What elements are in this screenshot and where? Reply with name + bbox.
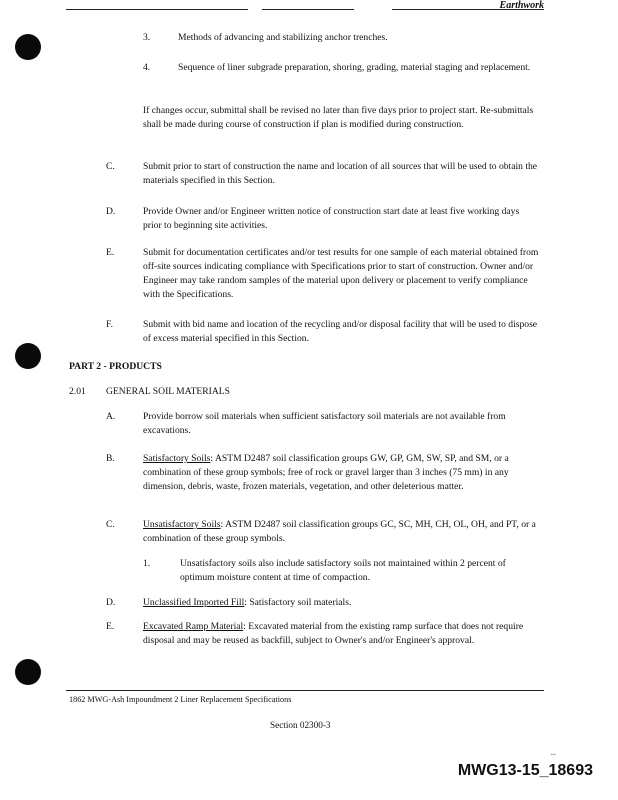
- soil-c-text: [143, 518, 543, 546]
- soil-d-text: [143, 596, 543, 610]
- soil-a-label: A.: [106, 411, 116, 422]
- soil-c-label: C.: [106, 519, 115, 530]
- soil-e-text: [143, 620, 543, 648]
- change-note: If changes occur, submittal shall be revised no later than five days prior to project start. Re-submittals shall be made during course of construction if plan is modified during construction.: [143, 105, 534, 130]
- footer-rule: [66, 690, 544, 691]
- section-2-01-number: 2.01: [69, 386, 86, 397]
- binder-hole-middle: [15, 343, 41, 369]
- para-d-label: D.: [106, 206, 116, 217]
- footer-section: Section 02300-3: [270, 720, 331, 730]
- item-3-number: 3.: [143, 32, 151, 43]
- para-d-text: Provide Owner and/or Engineer written notice of construction start date at least five working days prior to beginning site activities.: [143, 206, 520, 231]
- soil-c1-number: 1.: [143, 558, 151, 569]
- para-c-label: C.: [106, 161, 115, 172]
- item-4-number: 4.: [143, 62, 151, 73]
- part-2-heading: PART 2 - PRODUCTS: [69, 361, 162, 372]
- para-c-text: Submit prior to start of construction the name and location of all sources that will be used to obtain the materials specified in this Section.: [143, 161, 538, 186]
- soil-e-body: : Excavated material from the existing ramp surface that does not require disposal and may be reused as backfill, subject to Owner's and/or Engineer's approval.: [143, 621, 524, 646]
- para-e-label: E.: [106, 247, 115, 258]
- header-rule-middle: [262, 9, 354, 10]
- soil-d-body: : Satisfactory soil materials.: [244, 597, 352, 608]
- soil-c1-text: Unsatisfactory soils also include satisfactory soils not maintained within 2 percent of optimum moisture content at time of compaction.: [180, 558, 506, 583]
- bates-number: MWG13-15_18693: [457, 762, 593, 779]
- header-title: Earthwork: [499, 0, 544, 11]
- faint-mark: ▪▪▪: [550, 752, 556, 758]
- soil-c-body: : ASTM D2487 soil classification groups GC, SC, MH, CH, OL, OH, and PT, or a combination of these group symbols.: [143, 519, 536, 544]
- footer-project: 1862 MWG-Ash Impoundment 2 Liner Replacement Specifications: [69, 695, 292, 704]
- soil-a-text: Provide borrow soil materials when sufficient satisfactory soil materials are not available from excavations.: [143, 411, 506, 436]
- para-f-label: F.: [106, 319, 113, 330]
- item-4-text: Sequence of liner subgrade preparation, shoring, grading, material staging and replacement.: [178, 62, 531, 73]
- binder-hole-bottom: [15, 659, 41, 685]
- item-3-text: Methods of advancing and stabilizing anchor trenches.: [178, 32, 388, 43]
- soil-e-term: Excavated Ramp Material: [143, 621, 244, 632]
- para-f-text: Submit with bid name and location of the recycling and/or disposal facility that will be used to dispose of excess material specified in this Section.: [143, 319, 538, 344]
- soil-b-body: : ASTM D2487 soil classification groups GW, GP, GM, SW, SP, and SM, or a combination of these group symbols; free of rock or gravel larger than 3 inches (75 mm) in any dimension, debris, waste, frozen materials, vegetation, and other deleterious matter.: [143, 453, 509, 492]
- soil-d-label: D.: [106, 597, 116, 608]
- binder-hole-top: [15, 34, 41, 60]
- section-2-01-title: GENERAL SOIL MATERIALS: [106, 386, 231, 397]
- header-rule-left: [66, 9, 248, 10]
- para-e-text: Submit for documentation certificates and/or test results for one sample of each material obtained from off-site sources indicating compliance with Specifications prior to start of construction. Owner and/or Engineer may take random samples of the material upon delivery or placement to verify compliance with the Specifications.: [143, 247, 539, 300]
- soil-c-term: Unsatisfactory Soils: [143, 519, 221, 530]
- soil-e-label: E.: [106, 621, 115, 632]
- soil-d-term: Unclassified Imported Fill: [143, 597, 245, 608]
- soil-b-label: B.: [106, 453, 115, 464]
- soil-b-term: Satisfactory Soils: [143, 453, 211, 464]
- soil-b-text: [143, 452, 543, 494]
